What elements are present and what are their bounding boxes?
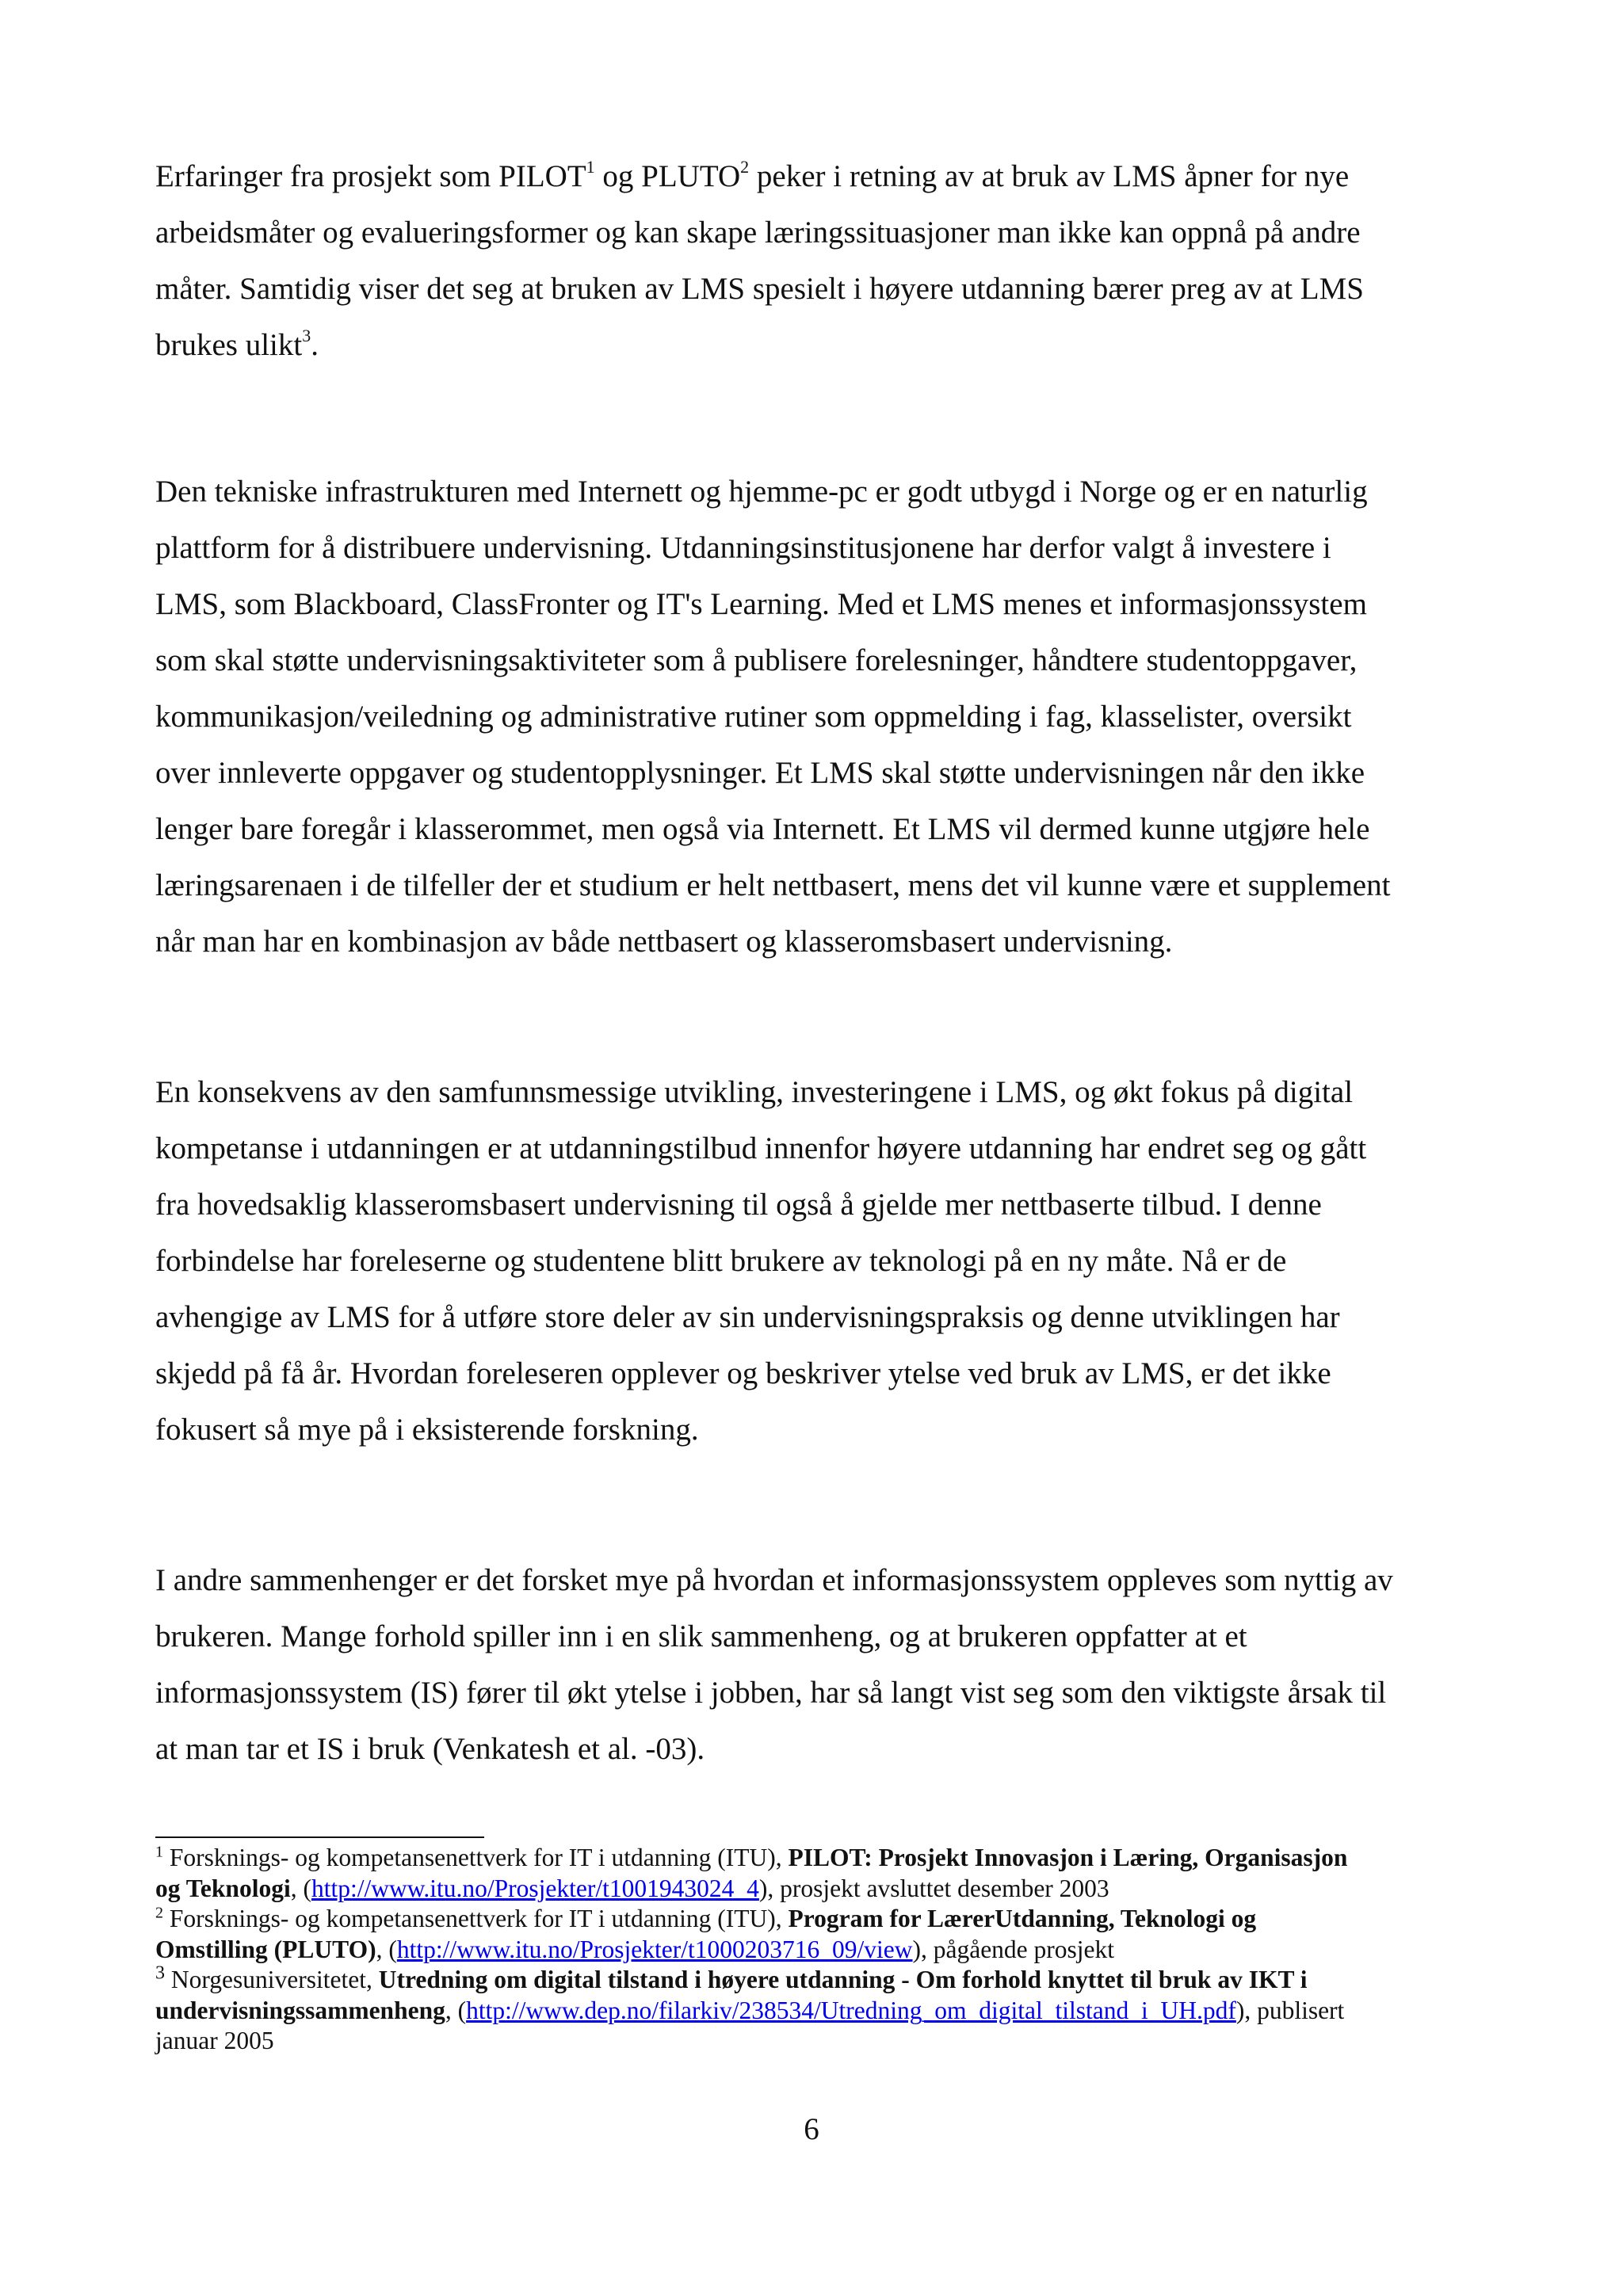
paragraph-line: LMS, som Blackboard, ClassFronter og IT's Learning. Med et LMS menes et informasjonssystem — [155, 587, 1367, 621]
paragraph-line: brukeren. Mange forhold spiller inn i en slik sammenheng, og at brukeren oppfatter at et — [155, 1619, 1247, 1653]
footnote-1: $^1$ Forsknings- og kompetansenettverk for IT i utdanning (ITU), PILOT: Prosjekt Innovasjon i Læring, Organisasjon og Teknologi, (http://www.itu.no/Prosjekter/t1001943024_4), prosjekt avsluttet desember 2003 — [155, 1843, 1348, 1902]
paragraph-line: måter. Samtidig viser det seg at bruken av LMS spesielt i høyere utdanning bærer preg av at LMS — [155, 272, 1364, 306]
paragraph-line: som skal støtte undervisningsaktiviteter som å publisere forelesninger, håndtere studentoppgaver, — [155, 643, 1358, 677]
paragraph-line: I andre sammenhenger er det forsket mye på hvordan et informasjonssystem oppleves som nyttig av — [155, 1563, 1393, 1597]
paragraph-4 — [155, 1552, 1487, 1777]
paragraph-line: kompetanse i utdanningen er at utdanningstilbud innenfor høyere utdanning har endret seg og gått — [155, 1131, 1367, 1165]
paragraph-line: lenger bare foregår i klasserommet, men også via Internett. Et LMS vil dermed kunne utgjøre hele — [155, 812, 1370, 846]
paragraph-line: fokusert så mye på i eksisterende forskning. — [155, 1413, 699, 1447]
footnote-marker: 1 — [155, 1843, 163, 1861]
paragraph-line: En konsekvens av den samfunnsmessige utvikling, investeringene i LMS, og økt fokus på digital — [155, 1075, 1354, 1109]
paragraph-line: forbindelse har foreleserne og studentene blitt brukere av teknologi på en ny måte. Nå er de — [155, 1244, 1287, 1278]
paragraph-line: fra hovedsaklig klasseromsbasert undervisning til også å gjelde mer nettbaserte tilbud. I denne — [155, 1188, 1322, 1222]
footnote-ref-3[interactable]: 3 — [302, 326, 311, 345]
footnote-separator — [155, 1836, 484, 1838]
footnote-3: $^3$ Norgesuniversitetet, Utredning om digital tilstand i høyere utdanning - Om forhold knyttet til bruk av IKT i undervisningssammenheng, (http://www.dep.no/filarkiv/238534/Utredning_om_digital_tilstand_i_UH.pdf), publisert januar 2005 — [155, 1962, 1345, 2054]
paragraph-line: brukes ulikt$^3$. — [155, 326, 319, 362]
paragraph-2 — [155, 463, 1487, 970]
footnote-link[interactable]: http://www.itu.no/Prosjekter/t1000203716_09/view — [396, 1935, 913, 1963]
paragraph-line: Den tekniske infrastrukturen med Internett og hjemme-pc er godt utbygd i Norge og er en naturlig — [155, 475, 1368, 509]
paragraph-line: skjedd på få år. Hvordan foreleseren opplever og beskriver ytelse ved bruk av LMS, er det ikke — [155, 1356, 1331, 1390]
footnote-ref-1[interactable]: 1 — [586, 157, 595, 177]
paragraph-line: informasjonssystem (IS) fører til økt ytelse i jobben, har så langt vist seg som den viktigste årsak til — [155, 1676, 1387, 1710]
footnote-ref-2[interactable]: 2 — [740, 157, 750, 177]
footnote-marker: 2 — [155, 1904, 163, 1922]
paragraph-3 — [155, 1064, 1487, 1458]
page-number: 6 — [804, 2112, 819, 2146]
footnote-link[interactable]: http://www.dep.no/filarkiv/238534/Utredning_om_digital_tilstand_i_UH.pdf — [466, 1996, 1236, 2024]
paragraph-line: Erfaringer fra prosjekt som PILOT$^1$ og PLUTO$^2$ peker i retning av at bruk av LMS åpner for nye — [155, 157, 1350, 193]
paragraph-1 — [155, 148, 1487, 373]
paragraph-line: at man tar et IS i bruk (Venkatesh et al. -03). — [155, 1732, 705, 1766]
footnote-2: $^2$ Forsknings- og kompetansenettverk for IT i utdanning (ITU), Program for LærerUtdanning, Teknologi og Omstilling (PLUTO), (http://www.itu.no/Prosjekter/t1000203716_09/view), pågående prosjekt — [155, 1904, 1257, 1963]
footnote-marker: 3 — [155, 1962, 165, 1984]
paragraph-line: læringsarenaen i de tilfeller der et studium er helt nettbasert, mens det vil kunne være et supplement — [155, 868, 1391, 902]
paragraph-line: plattform for å distribuere undervisning. Utdanningsinstitusjonene har derfor valgt å investere i — [155, 531, 1331, 565]
footnote-link[interactable]: http://www.itu.no/Prosjekter/t1001943024_4 — [311, 1874, 759, 1902]
paragraph-line: arbeidsmåter og evalueringsformer og kan skape læringssituasjoner man ikke kan oppnå på andre — [155, 215, 1361, 250]
paragraph-line: avhengige av LMS for å utføre store deler av sin undervisningspraksis og denne utviklingen har — [155, 1300, 1340, 1334]
footnotes — [155, 1843, 1487, 2057]
paragraph-line: kommunikasjon/veiledning og administrative rutiner som oppmelding i fag, klasselister, oversikt — [155, 700, 1352, 734]
paragraph-line: når man har en kombinasjon av både nettbasert og klasseromsbasert undervisning. — [155, 925, 1173, 959]
paragraph-line: over innleverte oppgaver og studentopplysninger. Et LMS skal støtte undervisningen når den ikke — [155, 756, 1365, 790]
